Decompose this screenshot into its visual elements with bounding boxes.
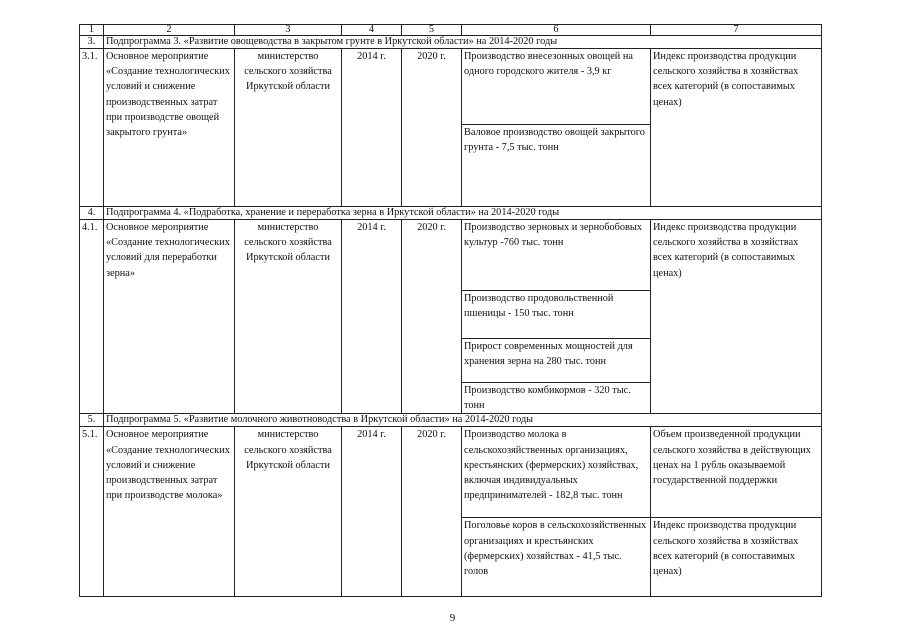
- result-item: Прирост современных мощностей для хранения зерна на 280 тыс. тонн: [462, 339, 650, 383]
- results-cell: [462, 427, 651, 597]
- indicators-cell: [651, 427, 822, 597]
- table-row: [80, 49, 822, 207]
- column-number: 6: [462, 25, 651, 36]
- start-year-cell: 2014 г.: [342, 220, 402, 414]
- column-number: 7: [651, 25, 822, 36]
- executor-cell: министерство сельского хозяйства Иркутской области: [235, 427, 342, 597]
- indicator-cell: Индекс производства продукции сельского хозяйства в хозяйствах всех категорий (в сопоставимых ценах): [651, 220, 822, 414]
- result-item: Производство внесезонных овощей на одного городского жителя - 3,9 кг: [462, 49, 650, 125]
- table-row: [80, 220, 822, 414]
- row-number: 4.1.: [80, 220, 104, 414]
- measure-cell: Основное мероприятие «Создание технологических условий для переработки зерна»: [104, 220, 235, 414]
- result-item: Производство зерновых и зернобобовых культур -760 тыс. тонн: [462, 220, 650, 291]
- column-number: 3: [235, 25, 342, 36]
- end-year-cell: 2020 г.: [402, 427, 462, 597]
- row-number: 3.1.: [80, 49, 104, 207]
- indicator-cell: Индекс производства продукции сельского хозяйства в хозяйствах всех категорий (в сопоставимых ценах): [651, 49, 822, 207]
- section-header-row: [80, 414, 822, 427]
- end-year-cell: 2020 г.: [402, 220, 462, 414]
- result-item: Производство продовольственной пшеницы - 150 тыс. тонн: [462, 291, 650, 339]
- start-year-cell: 2014 г.: [342, 49, 402, 207]
- indicator-item: Индекс производства продукции сельского хозяйства в хозяйствах всех категорий (в сопоставимых ценах): [653, 520, 799, 578]
- section-title: Подпрограмма 4. «Подработка, хранение и переработка зерна в Иркутской области» на 2014-2020 годы: [104, 207, 822, 220]
- section-number: 5.: [80, 414, 104, 427]
- result-item: Производство молока в сельскохозяйственных организациях, крестьянских (фермерских) хозяйствах, включая индивидуальных предпринимателей - 182,8 тыс. тонн: [462, 427, 650, 518]
- measure-cell: Основное мероприятие «Создание технологических условий и снижение производственных затрат при производстве овощей закрытого грунта»: [104, 49, 235, 207]
- measure-cell: Основное мероприятие «Создание технологических условий и снижение производственных затрат при производстве молока»: [104, 427, 235, 597]
- program-table: [79, 24, 822, 597]
- header-row: [80, 25, 822, 36]
- start-year-cell: 2014 г.: [342, 427, 402, 597]
- result-item: Поголовье коров в сельскохозяйственных организациях и крестьянских (фермерских) хозяйствах - 41,5 тыс. голов: [464, 520, 647, 578]
- result-item: Производство комбикормов - 320 тыс. тонн: [464, 385, 631, 412]
- results-cell: [462, 220, 651, 414]
- section-title: Подпрограмма 5. «Развитие молочного животноводства в Иркутской области» на 2014-2020 годы: [104, 414, 822, 427]
- end-year-cell: 2020 г.: [402, 49, 462, 207]
- section-header-row: [80, 207, 822, 220]
- section-number: 3.: [80, 36, 104, 49]
- column-number: 5: [402, 25, 462, 36]
- section-header-row: [80, 36, 822, 49]
- section-title: Подпрограмма 3. «Развитие овощеводства в закрытом грунте в Иркутской области» на 2014-2020 годы: [104, 36, 822, 49]
- indicator-item: Объем произведенной продукции сельского хозяйства в действующих ценах на 1 рубль оказываемой государственной поддержки: [651, 427, 821, 518]
- result-item: Валовое производство овощей закрытого грунта - 7,5 тыс. тонн: [464, 127, 645, 154]
- row-number: 5.1.: [80, 427, 104, 597]
- column-number: 4: [342, 25, 402, 36]
- page-number: 9: [449, 612, 456, 624]
- table-row: [80, 427, 822, 597]
- executor-cell: министерство сельского хозяйства Иркутской области: [235, 220, 342, 414]
- column-number: 2: [104, 25, 235, 36]
- section-number: 4.: [80, 207, 104, 220]
- results-cell: [462, 49, 651, 207]
- executor-cell: министерство сельского хозяйства Иркутской области: [235, 49, 342, 207]
- column-number: 1: [80, 25, 104, 36]
